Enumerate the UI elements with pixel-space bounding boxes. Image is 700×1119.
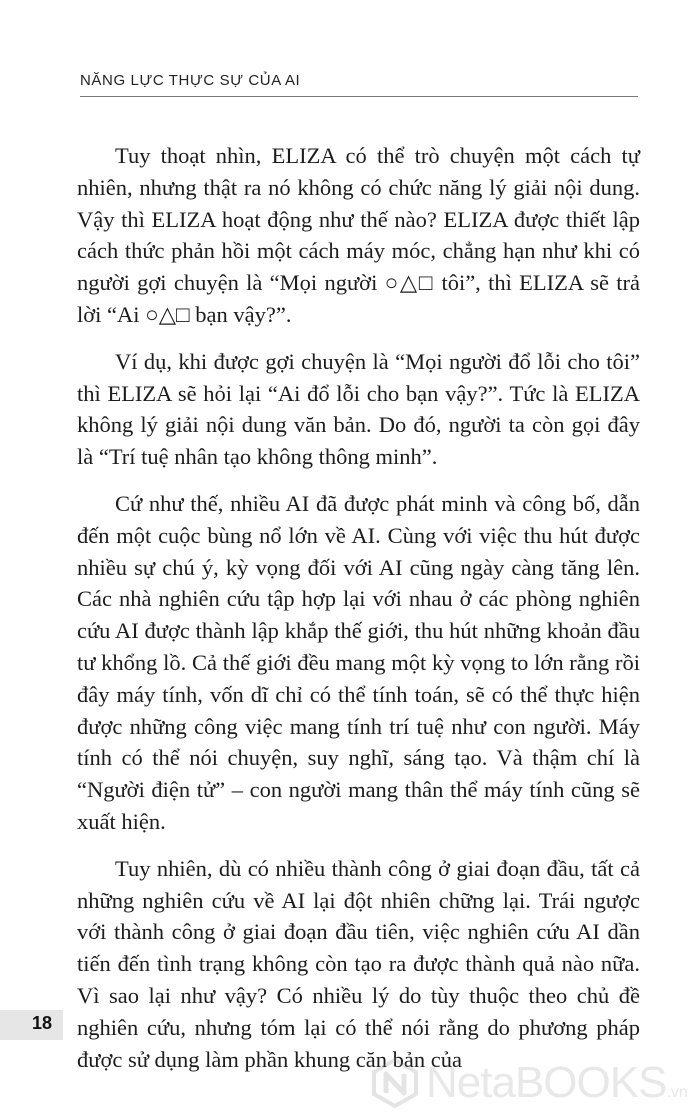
paragraph-2: Ví dụ, khi được gợi chuyện là “Mọi người đổ lỗi cho tôi” thì ELIZA sẽ hỏi lại “Ai đổ lỗi cho bạn vậy?”. Tức là ELIZA không lý giải nội dung văn bản. Do đó, người ta còn gọi đây là “Trí tuệ nhân tạo không thông minh”.	[77, 348, 640, 470]
netabooks-logo-icon	[370, 1058, 420, 1108]
header-divider	[80, 96, 638, 97]
watermark	[370, 1058, 688, 1108]
paragraph-3: Cứ như thế, nhiều AI đã được phát minh và công bố, dẫn đến một cuộc bùng nổ lớn về AI. Cùng với việc thu hút được nhiều sự chú ý, kỳ vọng đối với AI cũng ngày càng tăng lên. Các nhà nghiên cứu tập hợp lại với nhau ở các phòng nghiên cứu AI được thành lập khắp thế giới, thu hút những khoản đầu tư khổng lồ. Cả thế giới đều mang một kỳ vọng to lớn rằng rồi đây máy tính, vốn dĩ chỉ có thể tính toán, sẽ có thể thực hiện được những công việc mang tính trí tuệ như con người. Máy tính có thể nói chuyện, suy nghĩ, sáng tạo. Và thậm chí là “Người điện tử” – con người mang thân thể máy tính cũng sẽ xuất hiện.	[77, 490, 640, 834]
page-number: 18	[32, 1013, 53, 1033]
body-text	[77, 140, 640, 1090]
running-header: NĂNG LỰC THỰC SỰ CỦA AI	[80, 72, 301, 89]
watermark-brand: NetaBOOKS	[426, 1058, 667, 1107]
watermark-suffix: .vn	[666, 1084, 688, 1101]
paragraph-1: Tuy thoạt nhìn, ELIZA có thể trò chuyện một cách tự nhiên, nhưng thật ra nó không có chức năng lý giải nội dung. Vậy thì ELIZA hoạt động như thế nào? ELIZA được thiết lập cách thức phản hồi một cách máy móc, chẳng hạn như khi có người gợi chuyện là “Mọi người ○△□ tôi”, thì ELIZA sẽ trả lời “Ai ○△□ bạn vậy?”.	[77, 143, 640, 327]
paragraph-4: Tuy nhiên, dù có nhiều thành công ở giai đoạn đầu, tất cả những nghiên cứu về AI lại đột nhiên chững lại. Trái ngược với thành công ở giai đoạn đầu tiên, việc nghiên cứu AI dần tiến đến tình trạng không còn tạo ra được thành quả nào nữa. Vì sao lại như vậy? Có nhiều lý do tùy thuộc theo chủ đề nghiên cứu, nhưng tóm lại có thể nói rằng do phương pháp được sử dụng làm phần khung căn bản của	[77, 855, 640, 1072]
